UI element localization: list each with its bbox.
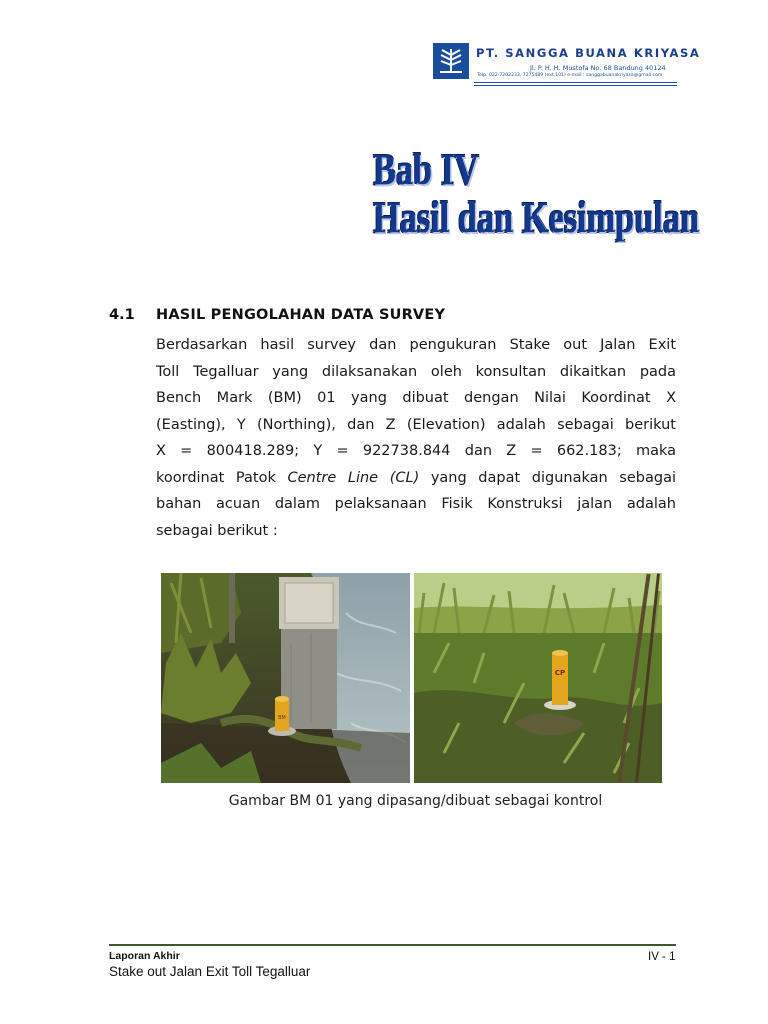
section-number: 4.1 bbox=[109, 307, 135, 323]
paragraph-line: X = 800418.289; Y = 922738.844 dan Z = 662.183; maka bbox=[156, 443, 676, 459]
company-contact: Telp. 022-7202233, 7275489 (ext.101) e-mail : sanggabuanakriyasa@gmail.com bbox=[477, 73, 663, 78]
company-logo-icon bbox=[433, 43, 469, 79]
photo-cp-marker bbox=[414, 573, 662, 783]
figure-caption: Gambar BM 01 yang dipasang/dibuat sebagai kontrol bbox=[228, 793, 603, 809]
photo-bm-monument bbox=[161, 573, 410, 783]
paragraph-italic-term: Centre Line (CL) bbox=[287, 469, 420, 486]
footer-report-title: Laporan Akhir bbox=[109, 950, 180, 962]
paragraph-line: (Easting), Y (Northing), dan Z (Elevation) adalah sebagai berikut bbox=[156, 416, 676, 433]
marker-label: CP bbox=[554, 669, 566, 677]
letterhead-rule bbox=[474, 82, 677, 83]
paragraph-text: koordinat Patok bbox=[156, 469, 288, 486]
paragraph-line: sebagai berikut : bbox=[156, 522, 278, 539]
paragraph-text: yang dapat digunakan sebagai bbox=[430, 469, 676, 486]
chapter-title bbox=[373, 146, 768, 242]
company-address: Jl. P. H. H. Mustofa No. 68 Bandung 40124 bbox=[530, 64, 666, 72]
paragraph-line bbox=[156, 465, 676, 492]
footer-project-name: Stake out Jalan Exit Toll Tegalluar bbox=[109, 964, 311, 979]
letterhead-rule bbox=[474, 85, 677, 86]
letterhead bbox=[430, 42, 701, 86]
page-number: IV - 1 bbox=[648, 951, 676, 963]
paragraph-line: Bench Mark (BM) 01 yang dibuat dengan Nilai Koordinat X bbox=[156, 390, 676, 406]
chapter-name: Hasil dan Kesimpulan bbox=[373, 193, 700, 242]
chapter-number: Bab IV bbox=[373, 145, 479, 194]
paragraph-line: Berdasarkan hasil survey dan pengukuran Stake out Jalan Exit bbox=[156, 337, 676, 353]
section-title: HASIL PENGOLAHAN DATA SURVEY bbox=[156, 307, 446, 323]
company-name: PT. SANGGA BUANA KRIYASA bbox=[476, 46, 701, 60]
footer-rule bbox=[109, 944, 676, 946]
paragraph-line: Toll Tegalluar yang dilaksanakan oleh konsultan dikaitkan pada bbox=[156, 363, 676, 380]
marker-label: BM bbox=[278, 715, 286, 721]
body-paragraph bbox=[156, 332, 676, 544]
paragraph-line: bahan acuan dalam pelaksanaan Fisik Konstruksi jalan adalah bbox=[156, 496, 676, 512]
